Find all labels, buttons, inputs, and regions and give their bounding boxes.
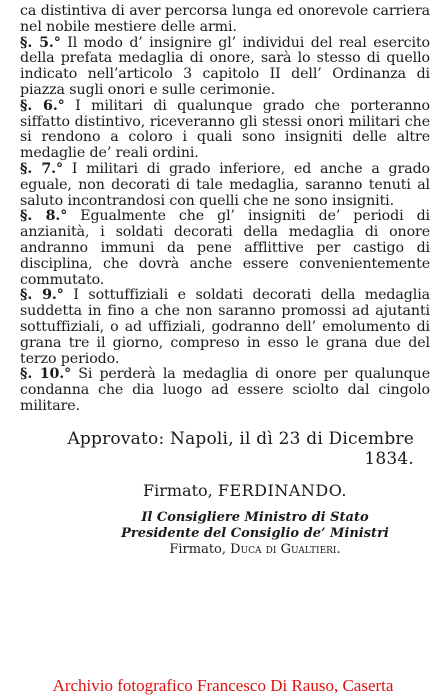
paragraph-section-5 <box>20 36 430 99</box>
paragraph-section-6 <box>20 99 430 162</box>
minister-title-line1: Il Consigliere Ministro di Stato <box>141 509 369 525</box>
section-number: §. 5.° <box>20 34 61 51</box>
section-number: §. 9.° <box>20 287 64 304</box>
paragraph-text: Egualmente che gl’ insigniti de’ periodi di anzianità, i soldati decorati della medaglia di onore andranno immuni da pene afflittive per castigo di disciplina, che dovrà anche essere convenientemente commutato. <box>20 208 430 288</box>
section-number: §. 10.° <box>20 366 72 383</box>
section-number: §. 7.° <box>20 160 64 177</box>
paragraph-text: Il modo d’ insignire gl’ individui del real esercito della prefata medaglia di onore, sarà lo stesso di quello indicato nell’articolo 3 capitolo II dell’ Ordinanza di piazza sugli onori e sulle cerimonie. <box>20 34 430 98</box>
document-body <box>20 4 430 415</box>
paragraph-text: Si perderà la medaglia di onore per qualunque condanna che dia luogo ad essere sciolto dal cingolo militare. <box>20 366 430 414</box>
minister-signed-name: Duca di Gualtieri. <box>230 541 341 557</box>
paragraph-text: ca distintiva di aver percorsa lunga ed onorevole carriera nel nobile mestiere delle armi. <box>20 3 430 35</box>
minister-title-line2: Presidente del Consiglio de’ Ministri <box>121 525 389 541</box>
paragraph-section-8 <box>20 209 430 288</box>
approval-line: Approvato: Napoli, il dì 23 di Dicembre 1834. <box>67 428 414 469</box>
paragraph-section-7 <box>20 162 430 209</box>
archive-watermark: Archivio fotografico Francesco Di Rauso, Caserta <box>52 676 394 695</box>
signed-name: FERDINANDO. <box>217 480 347 500</box>
paragraph-continuation <box>20 4 430 36</box>
paragraph-section-10 <box>20 367 430 414</box>
minister-signature <box>20 542 430 558</box>
paragraph-text: I sottuffiziali e soldati decorati della medaglia suddetta in fino a che non saranno promossi ad ajutanti sottuffiziali, o ad uffiziali, godranno dell’ emolumento di grana tre il giorno, compreso in esso le grana due del terzo periodo. <box>20 287 430 367</box>
paragraph-section-9 <box>20 288 430 367</box>
paragraph-text: I militari di qualunque grado che porteranno siffatto distintivo, riceveranno gli stessi onori militari che si rendono a coloro i quali sono insigniti delle altre medaglie de’ reali ordini. <box>20 97 430 162</box>
royal-signature <box>20 481 430 500</box>
minister-title <box>20 510 430 542</box>
paragraph-text: I militari di grado inferiore, ed anche a grado eguale, non decorati di tale medaglia, saranno tenuti al saluto incontrandosi con quelli che ne sono insigniti. <box>20 160 430 209</box>
minister-signed-label: Firmato, <box>169 541 227 557</box>
section-number: §. 6.° <box>20 97 65 114</box>
section-number: §. 8.° <box>20 208 68 225</box>
signed-label: Firmato, <box>143 480 213 500</box>
